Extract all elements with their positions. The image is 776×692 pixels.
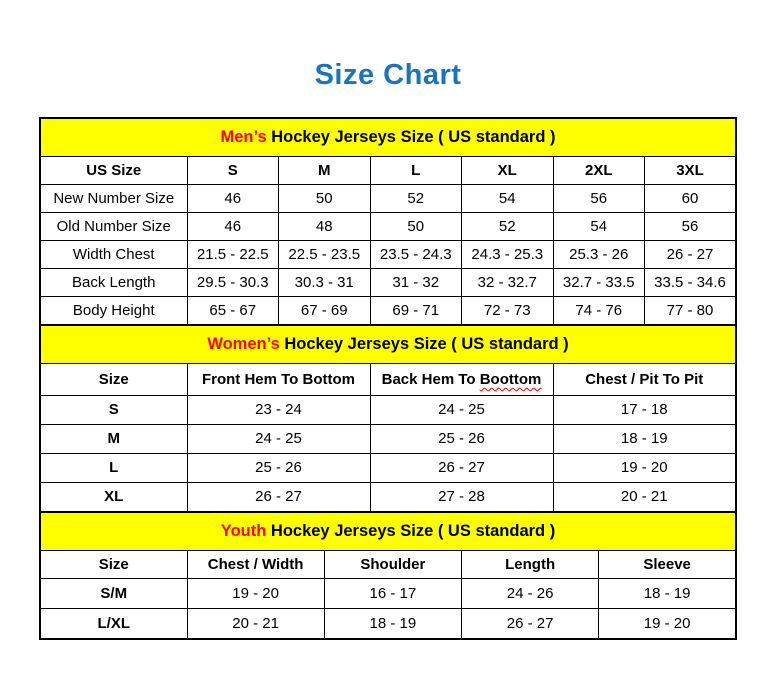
- table-row: [40, 268, 736, 296]
- table-row: [40, 240, 736, 268]
- cell: 18 - 19: [324, 608, 461, 639]
- cell: 30.3 - 31: [279, 268, 371, 296]
- row-label: S/M: [40, 578, 187, 608]
- cell: 20 - 21: [187, 608, 324, 639]
- cell: 32 - 32.7: [462, 268, 554, 296]
- column-header: Sleeve: [599, 550, 736, 578]
- column-header: Shoulder: [324, 550, 461, 578]
- column-header: Chest / Pit To Pit: [553, 363, 736, 395]
- youth-banner: [40, 512, 736, 551]
- column-header: Front Hem To Bottom: [187, 363, 370, 395]
- cell: 46: [187, 212, 279, 240]
- size-chart-container: [39, 117, 737, 640]
- cell: 74 - 76: [553, 296, 645, 325]
- cell: 54: [462, 184, 554, 212]
- table-row: [40, 184, 736, 212]
- cell: 26 - 27: [187, 482, 370, 512]
- column-header: XL: [462, 156, 554, 184]
- cell: 24 - 26: [462, 578, 599, 608]
- womens-size-table: [39, 324, 737, 513]
- cell: 23 - 24: [187, 395, 370, 424]
- row-label: M: [40, 424, 187, 453]
- table-row: [40, 578, 736, 608]
- cell: 54: [553, 212, 645, 240]
- row-label: Width Chest: [40, 240, 187, 268]
- column-header: S: [187, 156, 279, 184]
- cell: 69 - 71: [370, 296, 462, 325]
- column-header: 3XL: [645, 156, 737, 184]
- table-row: [40, 395, 736, 424]
- cell: 31 - 32: [370, 268, 462, 296]
- cell: 29.5 - 30.3: [187, 268, 279, 296]
- cell: 17 - 18: [553, 395, 736, 424]
- row-label: L: [40, 453, 187, 482]
- cell: 25.3 - 26: [553, 240, 645, 268]
- mens-banner-text: Hockey Jerseys Size ( US standard ): [271, 127, 556, 146]
- cell: 24 - 25: [187, 424, 370, 453]
- column-header: M: [279, 156, 371, 184]
- table-row: [40, 453, 736, 482]
- misspelled-word: Boottom: [479, 370, 542, 388]
- cell: 56: [645, 212, 737, 240]
- cell: 67 - 69: [279, 296, 371, 325]
- table-row: [40, 296, 736, 325]
- cell: 21.5 - 22.5: [187, 240, 279, 268]
- cell: 48: [279, 212, 371, 240]
- cell: 18 - 19: [599, 578, 736, 608]
- mens-banner-row: [40, 118, 736, 157]
- cell: 72 - 73: [462, 296, 554, 325]
- table-row: [40, 482, 736, 512]
- cell: 52: [462, 212, 554, 240]
- cell: 24.3 - 25.3: [462, 240, 554, 268]
- cell: 26 - 27: [462, 608, 599, 639]
- row-label: Body Height: [40, 296, 187, 325]
- column-header: Length: [462, 550, 599, 578]
- table-row: [40, 608, 736, 639]
- cell: 52: [370, 184, 462, 212]
- cell: 19 - 20: [553, 453, 736, 482]
- womens-banner-row: [40, 325, 736, 364]
- cell: 25 - 26: [370, 424, 553, 453]
- youth-banner-highlight: Youth: [220, 521, 267, 540]
- cell: 50: [279, 184, 371, 212]
- column-header: Size: [40, 363, 187, 395]
- row-label: Back Length: [40, 268, 187, 296]
- cell: 60: [645, 184, 737, 212]
- cell: 26 - 27: [645, 240, 737, 268]
- row-label: Old Number Size: [40, 212, 187, 240]
- column-header: L: [370, 156, 462, 184]
- womens-banner-highlight: Women’s: [207, 334, 280, 353]
- column-header-text: Back Hem To: [381, 370, 476, 388]
- mens-header-row: [40, 156, 736, 184]
- row-label: L/XL: [40, 608, 187, 639]
- cell: 32.7 - 33.5: [553, 268, 645, 296]
- column-header: [370, 363, 553, 395]
- cell: 22.5 - 23.5: [279, 240, 371, 268]
- youth-header-row: [40, 550, 736, 578]
- column-header: 2XL: [553, 156, 645, 184]
- cell: 33.5 - 34.6: [645, 268, 737, 296]
- cell: 23.5 - 24.3: [370, 240, 462, 268]
- row-label: New Number Size: [40, 184, 187, 212]
- cell: 18 - 19: [553, 424, 736, 453]
- cell: 19 - 20: [599, 608, 736, 639]
- cell: 19 - 20: [187, 578, 324, 608]
- mens-banner: [40, 118, 736, 157]
- cell: 50: [370, 212, 462, 240]
- womens-banner: [40, 325, 736, 364]
- row-label: XL: [40, 482, 187, 512]
- row-label: S: [40, 395, 187, 424]
- column-header: Chest / Width: [187, 550, 324, 578]
- cell: 16 - 17: [324, 578, 461, 608]
- cell: 46: [187, 184, 279, 212]
- table-row: [40, 424, 736, 453]
- page-title: Size Chart: [314, 59, 462, 91]
- column-header: US Size: [40, 156, 187, 184]
- womens-banner-text: Hockey Jerseys Size ( US standard ): [284, 334, 569, 353]
- cell: 24 - 25: [370, 395, 553, 424]
- table-row: [40, 212, 736, 240]
- cell: 20 - 21: [553, 482, 736, 512]
- cell: 27 - 28: [370, 482, 553, 512]
- cell: 65 - 67: [187, 296, 279, 325]
- womens-header-row: [40, 363, 736, 395]
- cell: 25 - 26: [187, 453, 370, 482]
- youth-size-table: [39, 511, 737, 640]
- cell: 26 - 27: [370, 453, 553, 482]
- cell: 56: [553, 184, 645, 212]
- column-header: Size: [40, 550, 187, 578]
- mens-banner-highlight: Men’s: [220, 127, 267, 146]
- youth-banner-row: [40, 512, 736, 551]
- mens-size-table: [39, 117, 737, 326]
- youth-banner-text: Hockey Jerseys Size ( US standard ): [270, 521, 556, 540]
- cell: 77 - 80: [645, 296, 737, 325]
